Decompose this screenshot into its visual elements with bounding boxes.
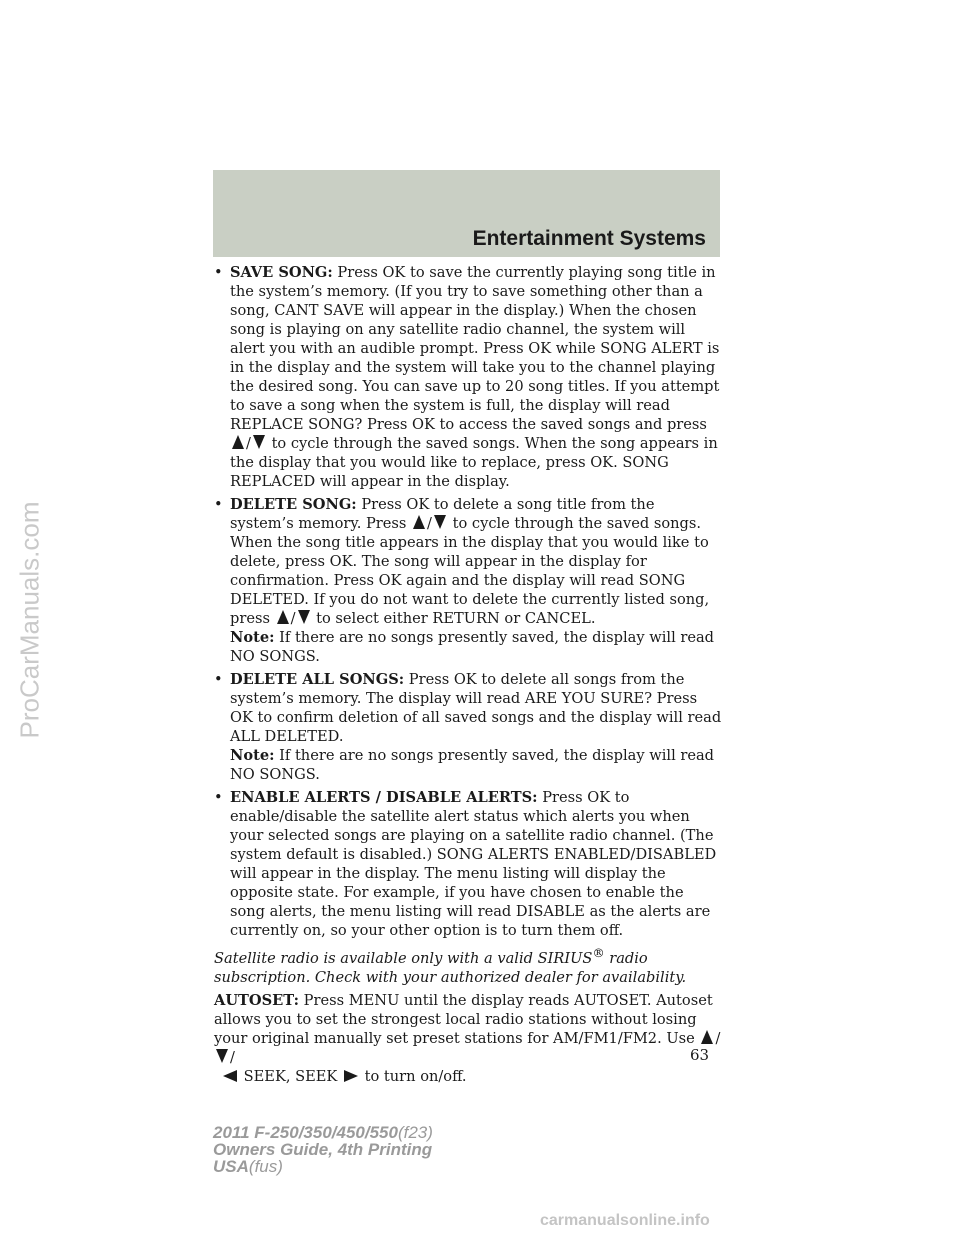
side-watermark (8, 380, 52, 860)
note-label: Note: (230, 629, 275, 646)
triangle-down-icon (433, 514, 447, 530)
item-label: DELETE SONG: (230, 496, 357, 513)
item-text: Press OK to delete all songs from the system’s memory. The display will read ARE YOU SURE? Press OK to confirm deletion of all saved songs and the display will read ALL DELETED. (230, 671, 722, 745)
bullet: • (214, 671, 223, 688)
footer-line-3 (213, 1158, 433, 1175)
list-item-enable-alerts (214, 788, 722, 940)
list-item-save-song (214, 263, 722, 491)
slash: / (290, 610, 296, 627)
slash: / (715, 1029, 721, 1047)
triangle-up-icon (412, 514, 426, 530)
bullet: • (214, 496, 223, 513)
slash: / (427, 515, 432, 532)
bullet: • (214, 789, 223, 806)
autoset-label: AUTOSET: (214, 991, 300, 1009)
note-text: Satellite radio is available only with a valid SIRIUS (214, 949, 593, 967)
bullet: • (214, 264, 223, 281)
triangle-up-icon (276, 609, 290, 625)
note-text: If there are no songs presently saved, the display will read NO SONGS. (230, 629, 715, 665)
list-item-delete-song (214, 495, 722, 666)
satellite-note (214, 944, 722, 987)
triangle-down-icon (297, 609, 311, 625)
item-text: Press OK to enable/disable the satellite alert status which alerts you when your selected songs are playing on a satellite radio channel. (The system default is disabled.) SONG ALERTS ENABLED/DISABLED will appear in the display. The menu listing will display the opposite state. For example, if you have chosen to enable the song alerts, the menu listing will read DISABLE as the alerts are currently on, so your other option is to turn them off. (230, 789, 717, 939)
note (230, 746, 722, 784)
note-label: Note: (230, 747, 275, 764)
autoset-paragraph (214, 991, 722, 1086)
page-number: 63 (690, 1046, 710, 1064)
section-title: Entertainment Systems (472, 227, 706, 250)
item-label: SAVE SONG: (230, 264, 333, 281)
list-item-delete-all-songs (214, 670, 722, 784)
item-text: to cycle through the saved songs. When the song appears in the display that you would like to replace, press OK. SONG REPLACED will appear in the display. (230, 435, 718, 490)
slash: / (246, 435, 251, 452)
bottom-watermark: carmanualsonline.info (540, 1212, 710, 1229)
triangle-up-icon (231, 434, 245, 450)
autoset-end: to turn on/off. (364, 1067, 467, 1085)
item-text: to cycle through the saved songs. When the song title appears in the display that you would like to delete, press OK. The song will appear in the display for confirmation. Press OK again and the display will read SONG DELETED. If you do not want to delete the currently listed song, press (230, 515, 710, 627)
section-header (213, 170, 720, 257)
item-text: Press OK to save the currently playing song title in the system’s memory. (If you try to save something other than a song, CANT SAVE will appear in the display.) When the chosen song is playing on any satellite radio channel, the system will alert you with an audible prompt. Press OK while SONG ALERT is in the display and the system will take you to the channel playing the desired song. You can save up to 20 song titles. If you attempt to save a song when the system is full, the display will read REPLACE SONG? Press OK to access the saved songs and press (230, 264, 720, 433)
footer-line-2: Owners Guide, 4th Printing (213, 1140, 433, 1159)
footer-line-1 (213, 1124, 433, 1141)
footer (213, 1124, 433, 1175)
item-label: ENABLE ALERTS / DISABLE ALERTS: (230, 789, 538, 806)
registered-mark: ® (592, 946, 605, 960)
autoset-text: Press MENU until the display reads AUTOSET. Autoset allows you to set the strongest local radio stations without losing your original manually set preset stations for AM/FM1/FM2. Use (214, 991, 713, 1047)
item-label: DELETE ALL SONGS: (230, 671, 405, 688)
note (230, 628, 722, 666)
triangle-left-icon (222, 1069, 238, 1083)
triangle-right-icon (343, 1069, 359, 1083)
note-text: If there are no songs presently saved, the display will read NO SONGS. (230, 747, 715, 783)
item-text: to select either RETURN or CANCEL. (316, 610, 596, 627)
item-text: Press OK to delete a song title from the system’s memory. Press (230, 496, 655, 532)
triangle-down-icon (252, 434, 266, 450)
footer-region: USA (213, 1157, 249, 1176)
page-content (214, 263, 722, 1090)
triangle-down-icon (215, 1048, 229, 1064)
seek-text: SEEK, SEEK (243, 1067, 338, 1085)
note-text: radio subscription. Check with your authorized dealer for availability. (214, 949, 687, 986)
footer-region-code: (fus) (248, 1157, 283, 1176)
slash: / (230, 1048, 235, 1066)
footer-model: 2011 F-250/350/450/550 (213, 1123, 398, 1142)
footer-code: (f23) (397, 1123, 433, 1142)
triangle-up-icon (700, 1029, 714, 1045)
watermark-text: ProCarManuals.com (14, 501, 45, 739)
